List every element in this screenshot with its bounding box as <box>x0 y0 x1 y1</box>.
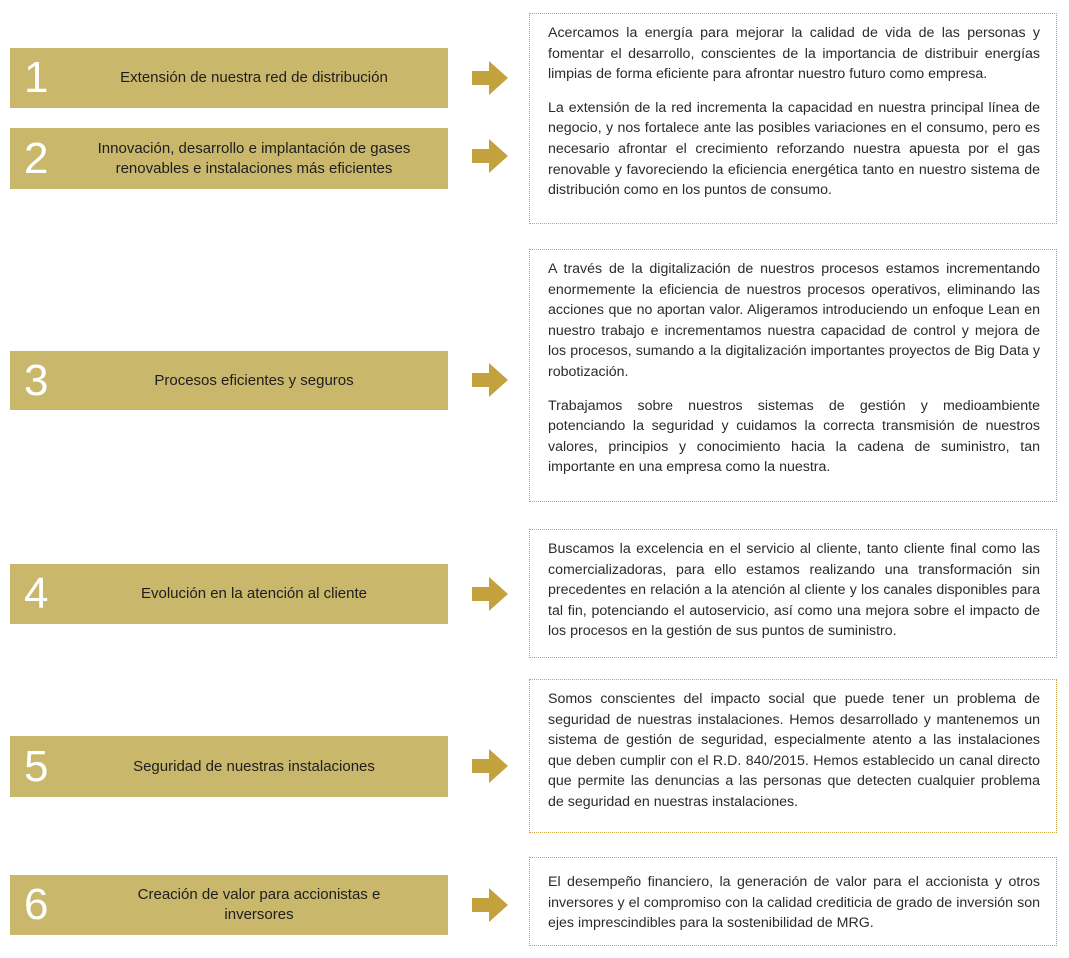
description-box-3 <box>529 529 1057 658</box>
item-number: 4 <box>24 569 49 618</box>
item-number: 2 <box>24 133 49 183</box>
description-paragraph: A través de la digitalización de nuestros procesos estamos incrementando enormemente la eficiencia de nuestros procesos operativos, eliminando las acciones que no aportan valor. Aligeramos introduciendo un enfoque Lean en nuestro trabajo e incrementamos nuestra capacidad de control y mejora de los procesos, sumando a la digitalización importantes proyectos de Big Data y robotización. <box>548 261 1040 380</box>
right-arrow-icon <box>472 362 508 398</box>
item-label: Seguridad de nuestras instalaciones <box>133 757 375 775</box>
item-label: Creación de valor para accionistas e inversores <box>137 886 381 923</box>
description-paragraph: La extensión de la red incrementa la capacidad en nuestra principal línea de negocio, y nos fortalece ante las posibles variaciones en el consumo, pero es necesario afrontar el crecimiento reforzando nuestra apuesta por el gas renovable y favoreciendo la eficiencia energética tanto en nuestro sistema de distribución como en los puntos de consumo. <box>548 99 1040 199</box>
description-paragraph: El desempeño financiero, la generación de valor para el accionista y otros inversores y el compromiso con la calidad crediticia de grado de inversión son ejes imprescindibles para la sostenibilidad de MRG. <box>548 874 1040 932</box>
item-label: Extensión de nuestra red de distribución <box>120 69 388 86</box>
item-bar-6 <box>10 875 448 935</box>
item-bar-5 <box>10 736 448 797</box>
description-box-5 <box>529 857 1057 946</box>
right-arrow-icon <box>472 748 508 784</box>
item-bar-1 <box>10 48 448 108</box>
right-arrow-icon <box>472 887 508 923</box>
item-label: Evolución en la atención al cliente <box>141 585 367 602</box>
item-number: 3 <box>24 355 49 405</box>
right-arrow-icon <box>472 576 508 612</box>
item-label: Procesos eficientes y seguros <box>154 371 354 389</box>
description-paragraph: Buscamos la excelencia en el servicio al cliente, tanto cliente final como las comercializadoras, para ello estamos realizando una transformación sin precedentes en relación a la atención al cliente y los canales disponibles para tal fin, potenciando el autoservicio, así como una mejora sobre el impacto de los procesos en la gestión de sus puntos de suministro. <box>548 541 1040 640</box>
description-box-1 <box>529 13 1057 224</box>
item-label: Innovación, desarrollo e implantación de gases renovables e instalaciones más eficientes <box>97 139 411 177</box>
description-paragraph: Acercamos la energía para mejorar la calidad de vida de las personas y fomentar el desarrollo, conscientes de la importancia de distribuir energías limpias de forma eficiente para afrontar nuestro futuro como empresa. <box>548 25 1040 83</box>
item-number: 5 <box>24 741 49 791</box>
right-arrow-icon <box>472 60 508 96</box>
description-box-4 <box>529 679 1057 833</box>
item-bar-4 <box>10 564 448 624</box>
item-bar-3 <box>10 351 448 410</box>
description-box-2 <box>529 249 1057 502</box>
item-number: 1 <box>24 53 49 102</box>
right-arrow-icon <box>472 138 508 174</box>
item-bar-2 <box>10 128 448 189</box>
description-paragraph: Somos conscientes del impacto social que puede tener un problema de seguridad de nuestras instalaciones. Hemos desarrollado y mantenemos un sistema de gestión de seguridad, especialmente atento a las instalaciones que deben cumplir con el R.D. 840/2015. Hemos establecido un canal directo que permite las denuncias a las personas que detecten cualquier problema de seguridad en nuestras instalaciones. <box>548 691 1040 810</box>
description-paragraph: Trabajamos sobre nuestros sistemas de gestión y medioambiente potenciando la seguridad y cuidamos la correcta transmisión de nuestros valores, principios y conocimiento hacia la cadena de suministro, tan importante en una empresa como la nuestra. <box>548 397 1040 476</box>
item-number: 6 <box>24 880 49 929</box>
